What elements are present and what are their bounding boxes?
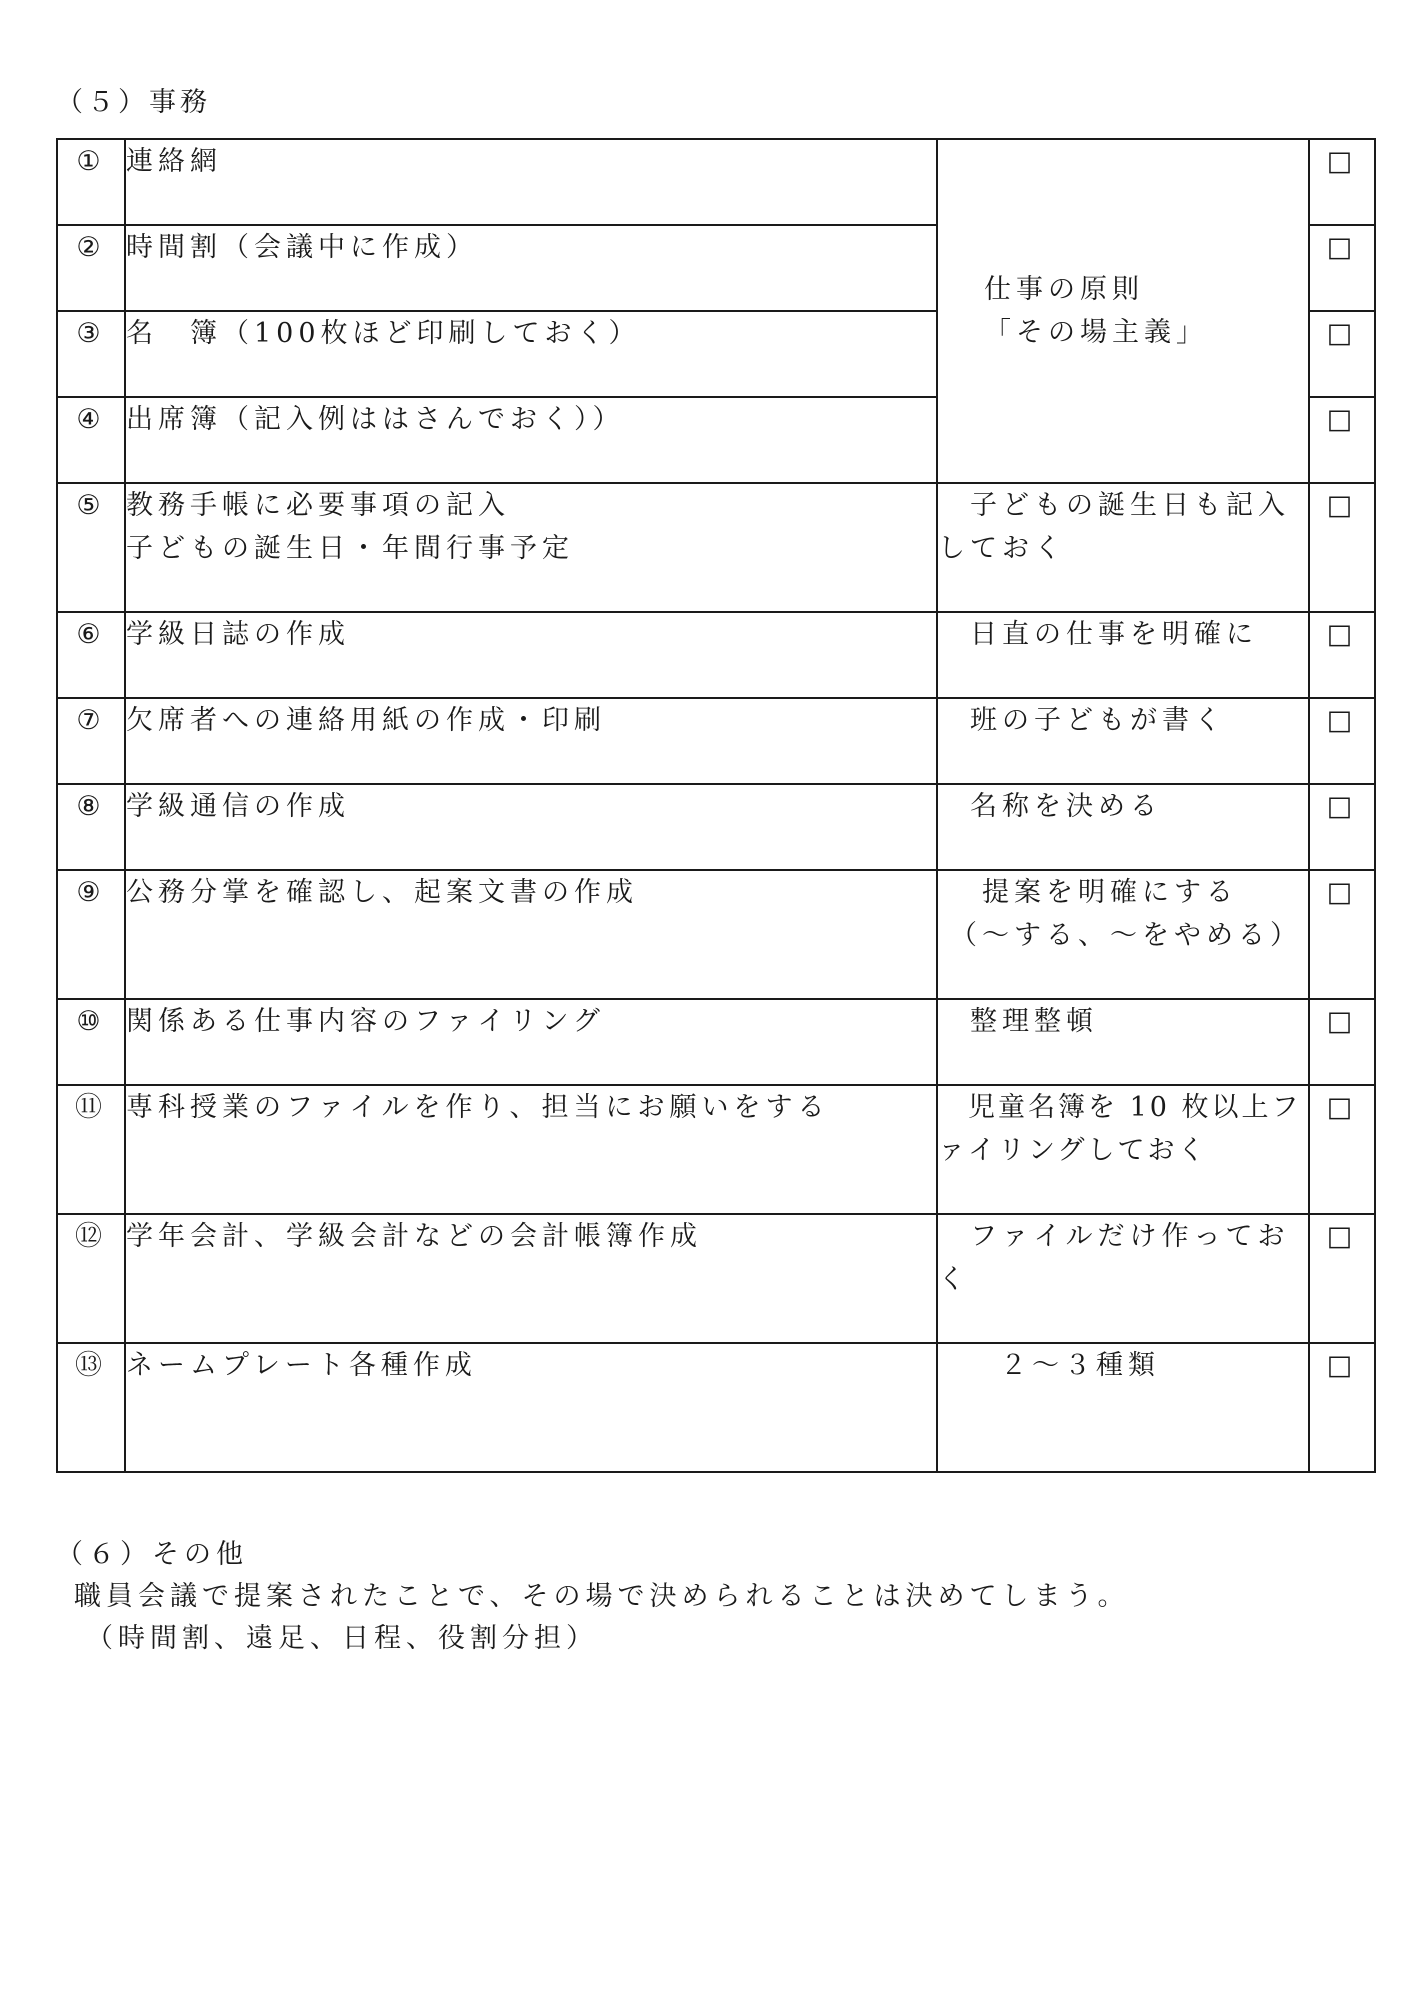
- table-row: [57, 784, 1375, 870]
- note-text: 整理整頓: [937, 999, 1309, 1085]
- note-text: 日直の仕事を明確に: [937, 612, 1309, 698]
- checkbox[interactable]: □: [1309, 483, 1375, 612]
- row-number: ①: [57, 139, 125, 225]
- row-number: ②: [57, 225, 125, 311]
- row-number: ⑪: [57, 1085, 125, 1214]
- checkbox[interactable]: □: [1309, 870, 1375, 999]
- table-row: [57, 139, 1375, 225]
- note-text: 名称を決める: [937, 784, 1309, 870]
- row-number: ⑧: [57, 784, 125, 870]
- row-number: ⑨: [57, 870, 125, 999]
- section-6: [56, 1534, 1129, 1660]
- checkbox[interactable]: □: [1309, 1214, 1375, 1343]
- table-row: [57, 698, 1375, 784]
- task-text: 連絡網: [125, 139, 937, 225]
- row-number: ⑬: [57, 1343, 125, 1472]
- task-text: 名 簿（100枚ほど印刷しておく）: [125, 311, 937, 397]
- task-text: 学級通信の作成: [125, 784, 937, 870]
- table-row: [57, 870, 1375, 999]
- row-number: ⑦: [57, 698, 125, 784]
- checkbox[interactable]: □: [1309, 139, 1375, 225]
- table-row: [57, 612, 1375, 698]
- task-text: 時間割（会議中に作成）: [125, 225, 937, 311]
- note-text: 児童名簿を 10 枚以上ファイリングしておく: [937, 1085, 1309, 1214]
- task-text: ネームプレート各種作成: [125, 1343, 937, 1472]
- table-row: [57, 999, 1375, 1085]
- checkbox[interactable]: □: [1309, 999, 1375, 1085]
- checkbox[interactable]: □: [1309, 397, 1375, 483]
- task-text: 教務手帳に必要事項の記入 子どもの誕生日・年間行事予定: [125, 483, 937, 612]
- section-6-heading: （６）その他: [56, 1539, 248, 1570]
- checkbox[interactable]: □: [1309, 1343, 1375, 1472]
- task-text: 欠席者への連絡用紙の作成・印刷: [125, 698, 937, 784]
- table-row: [57, 1343, 1375, 1472]
- table-row: [57, 1214, 1375, 1343]
- checkbox[interactable]: □: [1309, 698, 1375, 784]
- checkbox[interactable]: □: [1309, 311, 1375, 397]
- checkbox[interactable]: □: [1309, 1085, 1375, 1214]
- task-text: 公務分掌を確認し、起案文書の作成: [125, 870, 937, 999]
- section-6-sub: （時間割、遠足、日程、役割分担）: [86, 1623, 598, 1654]
- task-table: [56, 138, 1376, 1473]
- row-number: ⑫: [57, 1214, 125, 1343]
- section-5-heading: （５）事務: [56, 87, 211, 118]
- checkbox[interactable]: □: [1309, 784, 1375, 870]
- row-number: ③: [57, 311, 125, 397]
- section-6-body: 職員会議で提案されたことで、その場で決められることは決めてしまう。: [74, 1581, 1130, 1612]
- row-number: ⑤: [57, 483, 125, 612]
- task-text: 関係ある仕事内容のファイリング: [125, 999, 937, 1085]
- note-text: 子どもの誕生日も記入しておく: [937, 483, 1309, 612]
- checkbox[interactable]: □: [1309, 225, 1375, 311]
- row-number: ⑥: [57, 612, 125, 698]
- table-row: [57, 1085, 1375, 1214]
- table-row: [57, 483, 1375, 612]
- row-number: ④: [57, 397, 125, 483]
- note-text: 提案を明確にする （～する、～をやめる）: [937, 870, 1309, 999]
- note-text: ファイルだけ作っておく: [937, 1214, 1309, 1343]
- task-text: 学年会計、学級会計などの会計帳簿作成: [125, 1214, 937, 1343]
- task-text: 学級日誌の作成: [125, 612, 937, 698]
- merged-note: 仕事の原則 「その場主義」: [937, 139, 1309, 483]
- checkbox[interactable]: □: [1309, 612, 1375, 698]
- note-text: ２～３種類: [937, 1343, 1309, 1472]
- note-text: 班の子どもが書く: [937, 698, 1309, 784]
- task-text: 出席簿（記入例ははさんでおく））: [125, 397, 937, 483]
- row-number: ⑩: [57, 999, 125, 1085]
- task-text: 専科授業のファイルを作り、担当にお願いをする: [125, 1085, 937, 1214]
